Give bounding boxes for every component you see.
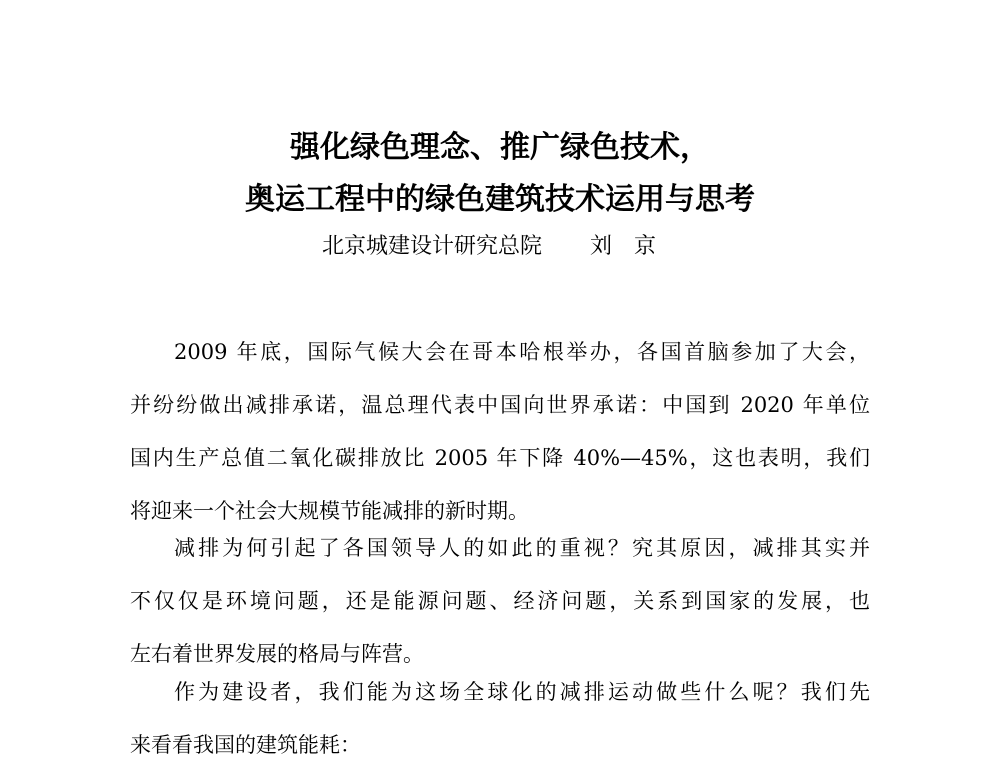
paragraph-line: 不仅仅是环境问题，还是能源问题、经济问题，关系到国家的发展，也 xyxy=(130,589,870,613)
paragraph-line: 作为建设者，我们能为这场全球化的减排运动做些什么呢？我们先 xyxy=(174,680,870,704)
paragraph-1 xyxy=(130,326,870,538)
paragraph-line: 2009 年底，国际气候大会在哥本哈根举办，各国首脑参加了大会， xyxy=(174,340,870,364)
paragraph-line: 国内生产总值二氧化碳排放比 2005 年下降 40%—45%，这也表明，我们 xyxy=(130,446,870,470)
paragraph-line: 来看看我国的建筑能耗： xyxy=(130,733,361,757)
paragraph-line: 左右着世界发展的格局与阵营。 xyxy=(130,642,424,666)
byline-organization: 北京城建设计研究总院 xyxy=(321,234,542,259)
byline xyxy=(0,232,1000,262)
paragraph-3 xyxy=(130,666,870,772)
byline-author: 刘京 xyxy=(590,234,679,259)
paragraph-line: 并纷纷做出减排承诺，温总理代表中国向世界承诺：中国到 2020 年单位 xyxy=(130,393,870,417)
paragraph-line: 将迎来一个社会大规模节能减排的新时期。 xyxy=(130,499,529,523)
paragraph-line: 减排为何引起了各国领导人的如此的重视？究其原因，减排其实并 xyxy=(174,536,870,560)
paragraph-2 xyxy=(130,522,870,681)
title-line-2: 奥运工程中的绿色建筑技术运用与思考 xyxy=(245,182,755,217)
title-line-1: 强化绿色理念、推广绿色技术， xyxy=(290,130,710,165)
